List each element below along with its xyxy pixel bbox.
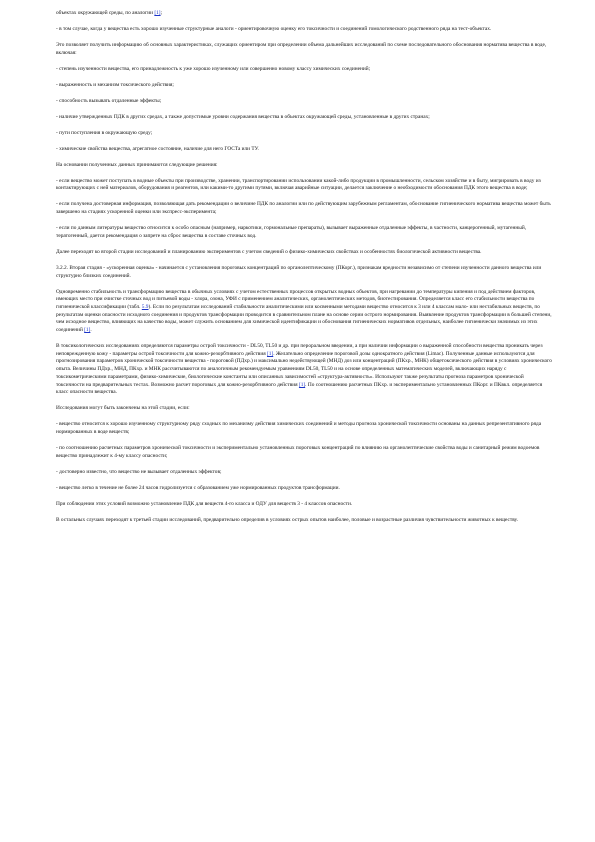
- paragraph: [56, 42, 553, 57]
- paragraph: [56, 26, 553, 34]
- document-page: [56, 10, 553, 533]
- paragraph: [56, 130, 553, 138]
- paragraph-text: Исследования могут быть закончены на этой стадии, если:: [56, 405, 190, 412]
- paragraph-text: 3.2.2. Вторая стадия - «ускоренная оценка» - начинается с установления пороговых концентраций по органолептическому (ПКорг.), признакам вредности независимо от степени изученности данного вещества или структурно близких соединений.: [56, 264, 542, 279]
- paragraph: [56, 82, 553, 90]
- paragraph-text: .: [90, 327, 92, 334]
- paragraph-text: Это позволяет получить информацию об основных характеристиках, служащих ориентиром при определении объема дальнейших исследований по схеме последовательного обоснования норматива вещества в воде, включая:: [56, 42, 547, 56]
- paragraph: [56, 10, 553, 18]
- paragraph-text: В токсикологических исследованиях определяются параметры острой токсичности - DL50, TL50 и др. при пероральном введении, а при наличии информации о выраженной способности вещества проникать через неповрежденную кожу - параметры острой токсичности для кожно-резорбтивного действия: [56, 343, 543, 357]
- paragraph: [56, 265, 553, 280]
- paragraph: [56, 445, 553, 460]
- paragraph: [56, 405, 553, 413]
- paragraph-text: - пути поступления в окружающую среду;: [56, 129, 153, 136]
- paragraph: [56, 225, 553, 240]
- paragraph-text: объектах окружающей среды, по аналогии: [56, 10, 155, 16]
- paragraph: [56, 146, 553, 154]
- paragraph: [56, 343, 553, 397]
- reference-link[interactable]: 5.9: [141, 303, 149, 310]
- paragraph-text: ;: [160, 10, 163, 16]
- paragraph-text: - по соотношению расчетных параметров хронической токсичности и экспериментально установленных пороговых концентраций по влиянию на органолептические свойства воды и санитарный режим водоемов вещество принадлежит к 4-му классу опасности;: [56, 444, 540, 459]
- reference-link[interactable]: [1]: [154, 10, 161, 16]
- reference-link[interactable]: [1]: [298, 381, 306, 388]
- paragraph: [56, 114, 553, 122]
- paragraph-text: . По соотношению расчетных ПКхр. и экспериментально установленных ПКорг. и ПКвкл. определяется класс опасности вещества.: [56, 381, 543, 396]
- paragraph-text: Одновременно стабильность и трансформацию вещества в обычных условиях с учетом естественных процессов открытых водных объектов, при нагревании до температуры кипения и под действием факторов, имеющих место при очистке сточных вод и питьевой воды - хлора, озона, УФИ с применением аналитических, органолептических методов, биотестирования. Определяется класс его стабильности вещества по гигиенической классификации (табл.: [56, 288, 536, 310]
- reference-link[interactable]: [1]: [267, 350, 274, 357]
- paragraph-text: - вещество относится к хорошо изученному структурному ряду сходных по механизму действия химических соединений и методы прогноза хронической токсичности основаны на данных репрезентативного ряда нормированных в воде веществ;: [56, 421, 542, 435]
- paragraph-text: Далее переходят ко второй стадии исследований и планированию экспериментов с учетом сведений о физико-химических свойствах и особенностях биологической активности вещества.: [56, 248, 482, 255]
- paragraph-text: - степень изученности вещества, его принадлежность к уже хорошо изученному или совершенно новому классу химических соединений;: [56, 65, 371, 72]
- paragraph-text: На основании полученных данных принимаются следующие решения:: [56, 161, 218, 168]
- paragraph: [56, 66, 553, 74]
- paragraph: [56, 162, 553, 170]
- paragraph: [56, 178, 553, 193]
- paragraph: [56, 485, 553, 493]
- paragraph: [56, 249, 553, 257]
- paragraph-text: - способность вызывать отдаленные эффекты;: [56, 97, 162, 104]
- paragraph-text: - вещество легко в течение не более 24 часов гидролизуется с образованием уже нормированных продуктов трансформации.: [56, 484, 340, 491]
- paragraph-text: В остальных случаях переходят к третьей стадии исследований, предварительно определив в условиях острых опытов наиболее, половые и возрастные различия чувствительности животных к веществу.: [56, 516, 519, 523]
- paragraph-text: - наличие утвержденных ПДК в других средах, а также допустимые уровни содержания вещества в объектах окружающей среды, установленные в других странах;: [56, 113, 430, 120]
- paragraph: [56, 421, 553, 436]
- paragraph-text: - достоверно известно, что вещество не вызывает отдаленных эффектов;: [56, 468, 222, 475]
- paragraph-text: При соблюдении этих условий возможно установление ПДК для веществ 4-го класса и ОДУ для веществ 3 - 4 классов опасности.: [56, 500, 353, 507]
- paragraph-text: - в том случае, когда у вещества есть хорошо изученные структурные аналоги - ориентировочную оценку его токсичности и соединений гомологического родственного ряда на тест-объектах.: [56, 26, 492, 32]
- paragraph-text: - химические свойства вещества, агрегатное состояние, наличие для него ГОСТа или ТУ.: [56, 145, 259, 152]
- paragraph-text: . Желательно определение пороговой дозы однократного действия (Limac). Полученные данные используются для прогнозирования параметров хронической токсичности вещества - пороговой (ПДхр.) и максимально недействующей (МНД) доз или концентраций (ПКхр., МНК) общетоксического действия в условиях хронического опыта. Величины ПДхр., МНД, ПКхр. и МНК рассчитываются по аналогичным рекомендуемым уравнениям DL50, TL50 и на основе определенных математических моделей, включающих наряду с токсикометрическими параметрами, физико-химические, биологические константы или описанных зависимостей «структура-активность». Используют также результаты прогноза параметров хронической токсичности на предварительных тестах. Возможно расчет пороговых для кожно-резорбтивного действия: [56, 350, 552, 388]
- paragraph-text: - если получена достоверная информация, позволяющая дать рекомендации о величине ПДК по аналогии или по действующим зарубежным регламентам, обоснование гигиенического норматива вещества может быть завершено на стадиях ускоренной оценки или экспресс-эксперимента;: [56, 201, 551, 216]
- reference-link[interactable]: [1]: [84, 327, 91, 334]
- paragraph: [56, 201, 553, 216]
- paragraph-text: - если вещество может поступать в водные объекты при производстве, хранении, транспортировании использовании какой-либо продукции в промышленности, сельском хозяйстве и в быту, мигрировать в воду из контактирующих с ней материалов, оборудования и реагентов, или какими-то другими путями, включая аварийные ситуации, делается заключение о необходимости обоснования ПДК этого вещества в воде;: [56, 177, 541, 192]
- paragraph-text: - выраженность и механизм токсического действия;: [56, 81, 174, 88]
- paragraph: [56, 501, 553, 509]
- paragraph: [56, 469, 553, 477]
- paragraph-text: - если по данным литературы вещество относится к особо опасным (например, наркотики, гормональные препараты), вызывает выраженные отдаленные эффекты, в частности, канцерогенный, мутагенный, тератогенный, дается рекомендация о запрете на сброс вещества в составе сточных вод.: [56, 225, 527, 239]
- paragraph-text: ). Если по результатам исследований стабильности аналитическими или косвенными методами вещество относится к 3 или 4 классам мало- или нестабильных веществ, по результатам оценки опасности исходного соединения и продуктов трансформации проводится в сравнительном плане на основе серии острого нормирования. Выявление продуктов трансформации в большей степени, чем исходное вещество, влияющих на качество воды, может служить основанием для химической идентификации и обоснования гигиенических нормативов отдельных, наиболее гигиенически значимых из этих соединений: [56, 303, 552, 334]
- paragraph: [56, 517, 553, 525]
- paragraph: [56, 98, 553, 106]
- paragraph: [56, 289, 553, 335]
